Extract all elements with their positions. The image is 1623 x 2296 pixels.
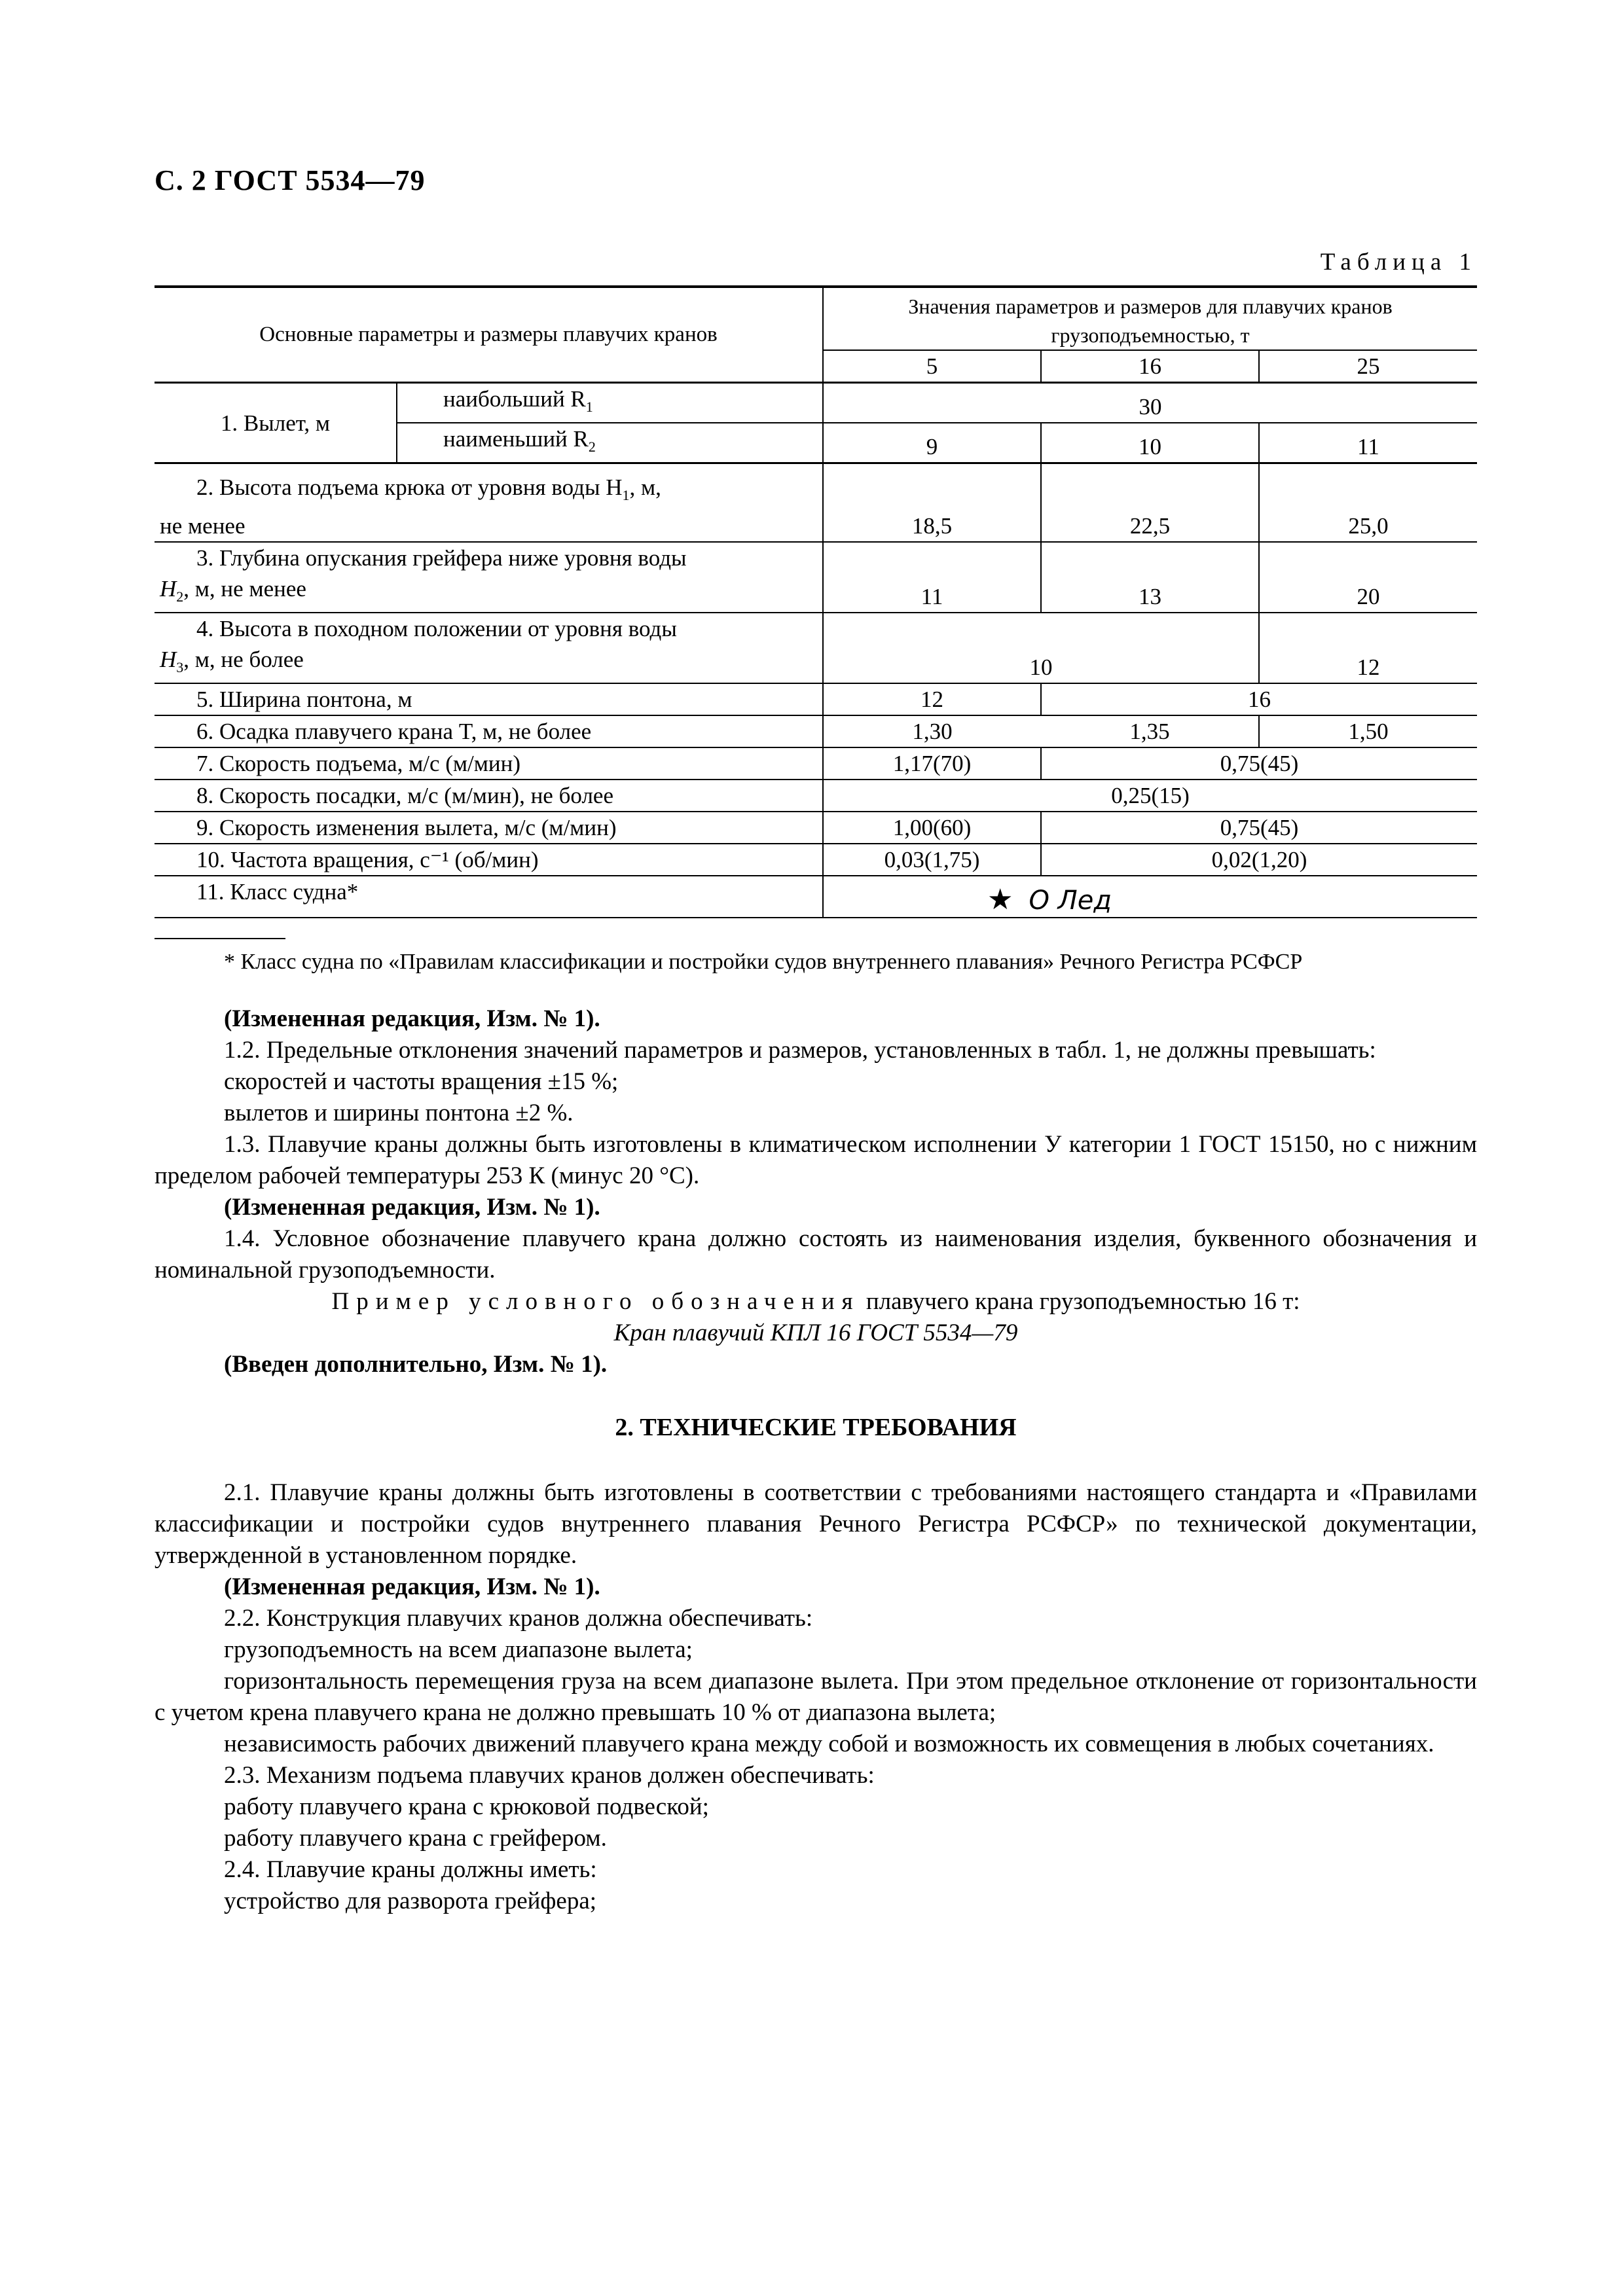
- row1-label: 1. Вылет, м: [155, 383, 397, 463]
- table-row: [155, 780, 1477, 812]
- section-title: 2. ТЕХНИЧЕСКИЕ ТРЕБОВАНИЯ: [615, 1414, 1017, 1441]
- row6-label: 6. Осадка плавучего крана T, м, не более: [155, 715, 823, 747]
- table-row: [155, 542, 1477, 613]
- row9-label: 9. Скорость изменения вылета, м/с (м/мин): [155, 812, 823, 844]
- row2-value-16: 22,5: [1041, 463, 1259, 543]
- table-row: [155, 812, 1477, 844]
- row4-value-5-16: 10: [823, 613, 1259, 683]
- row9-value-16-25: 0,75(45): [1041, 812, 1477, 844]
- row2-value-5: 18,5: [823, 463, 1041, 543]
- row1b-value-16: 10: [1041, 423, 1259, 463]
- table-row: [155, 876, 1477, 918]
- list-item: горизонтальность перемещения груза на всем диапазоне вылета. При этом предельное отклонение от горизонтальности с учетом крена плавучего крана не должно превышать 10 % от диапазона вылета;: [155, 1668, 1477, 1726]
- example-line: Пример условного обозначения плавучего крана грузоподъемностью 16 т:: [331, 1288, 1300, 1315]
- paragraph-2-3: 2.3. Механизм подъема плавучих кранов должен обеспечивать:: [224, 1762, 875, 1789]
- row7-value-16-25: 0,75(45): [1041, 747, 1477, 780]
- row1a-sub: наибольший $R_1$: [397, 383, 823, 423]
- capacity-25: 25: [1259, 350, 1477, 383]
- row6-value-5: 1,30: [823, 715, 1041, 747]
- row6-value-16: 1,35: [1041, 715, 1259, 747]
- row10-value-5: 0,03(1,75): [823, 844, 1041, 876]
- row1a-value: 30: [823, 383, 1477, 423]
- footnote-divider: [155, 938, 285, 939]
- row4-label: 4. Высота в походном положении от уровня воды $H_3$, м, не более: [155, 613, 823, 683]
- list-item: независимость рабочих движений плавучего крана между собой и возможность их совмещения в любых сочетаниях.: [224, 1731, 1434, 1757]
- paragraph-2-1: 2.1. Плавучие краны должны быть изготовлены в соответствии с требованиями настоящего стандарта и «Правилами классификации и постройки судов внутреннего плавания Речного Регистра РСФСР» по технической документации, утвержденной в установленном порядке.: [155, 1479, 1477, 1569]
- row11-label: 11. Класс судна*: [155, 876, 823, 918]
- row4-value-25: 12: [1259, 613, 1477, 683]
- amendment-note: (Введен дополнительно, Изм. № 1).: [224, 1351, 608, 1378]
- table-row: [155, 747, 1477, 780]
- amendment-note: (Измененная редакция, Изм. № 1).: [224, 1194, 600, 1221]
- row3-value-5: 11: [823, 542, 1041, 613]
- paragraph-1-3: 1.3. Плавучие краны должны быть изготовлены в климатическом исполнении У категории 1 ГОСТ 15150, но с нижним пределом рабочей температуры 253 К (минус 20 °С).: [155, 1131, 1477, 1189]
- row1b-value-25: 11: [1357, 434, 1379, 459]
- header-parameters: Основные параметры и размеры плавучих кранов: [155, 287, 823, 383]
- row9-value-5: 1,00(60): [823, 812, 1041, 844]
- table-row: [155, 844, 1477, 876]
- document-page: [155, 164, 1477, 1917]
- list-item: скоростей и частоты вращения ±15 %;: [224, 1068, 619, 1095]
- row1b-sub: наименьший $R_2$: [397, 423, 823, 463]
- header-values: Значения параметров и размеров для плавучих кранов грузоподъемностью, т: [823, 287, 1477, 350]
- row1b-value-5: 9: [823, 423, 1041, 463]
- footnote: * Класс судна по «Правилам классификации и постройки судов внутреннего плавания» Речного Регистра РСФСР: [224, 950, 1303, 974]
- table-row: [155, 383, 1477, 423]
- ice-class: О Лед: [1029, 886, 1112, 916]
- row6-value-25: 1,50: [1259, 715, 1477, 747]
- row3-value-25: 20: [1259, 542, 1477, 613]
- amendment-note: (Измененная редакция, Изм. № 1).: [224, 1573, 600, 1600]
- row3-value-16: 13: [1041, 542, 1259, 613]
- body-text: [155, 1003, 1477, 1917]
- capacity-16: 16: [1041, 350, 1259, 383]
- row7-label: 7. Скорость подъема, м/с (м/мин): [155, 747, 823, 780]
- parameters-table: [155, 285, 1477, 918]
- paragraph-2-2: 2.2. Конструкция плавучих кранов должна обеспечивать:: [224, 1605, 813, 1632]
- table-row: [155, 463, 1477, 543]
- table-caption: Таблица 1: [1320, 249, 1477, 276]
- row2-label: 2. Высота подъема крюка от уровня воды $H_1$, м, не менее: [155, 463, 823, 543]
- row2-value-25: 25,0: [1259, 463, 1477, 543]
- amendment-note: (Измененная редакция, Изм. № 1).: [224, 1005, 600, 1032]
- table-row: [155, 613, 1477, 683]
- paragraph-1-2: 1.2. Предельные отклонения значений параметров и размеров, установленных в табл. 1, не должны превышать:: [224, 1037, 1376, 1064]
- row5-label: 5. Ширина понтона, м: [155, 683, 823, 715]
- row11-value: [823, 876, 1477, 918]
- list-item: грузоподъемность на всем диапазоне вылета;: [224, 1636, 693, 1663]
- row7-value-5: 1,17(70): [823, 747, 1041, 780]
- row10-label: 10. Частота вращения, с⁻¹ (об/мин): [155, 844, 823, 876]
- list-item: устройство для разворота грейфера;: [224, 1888, 597, 1914]
- row5-value-5: 12: [823, 683, 1041, 715]
- list-item: работу плавучего крана с крюковой подвеской;: [224, 1793, 709, 1820]
- page-header: С. 2 ГОСТ 5534—79: [155, 164, 426, 196]
- table-row: [155, 683, 1477, 715]
- table-header-row: [155, 287, 1477, 350]
- example-designation: Кран плавучий КПЛ 16 ГОСТ 5534—79: [613, 1319, 1018, 1346]
- capacity-5: 5: [823, 350, 1041, 383]
- list-item: работу плавучего крана с грейфером.: [224, 1825, 607, 1852]
- row10-value-16-25: 0,02(1,20): [1041, 844, 1477, 876]
- paragraph-1-4: 1.4. Условное обозначение плавучего крана должно состоять из наименования изделия, буквенного обозначения и номинальной грузоподъемности.: [155, 1225, 1477, 1283]
- row3-label: 3. Глубина опускания грейфера ниже уровня воды $H_2$, м, не менее: [155, 542, 823, 613]
- star-icon: ★: [987, 884, 1013, 916]
- row5-value-16-25: 16: [1041, 683, 1477, 715]
- paragraph-2-4: 2.4. Плавучие краны должны иметь:: [224, 1856, 597, 1883]
- row8-value: 0,25(15): [823, 780, 1477, 812]
- row8-label: 8. Скорость посадки, м/с (м/мин), не более: [155, 780, 823, 812]
- table-row: [155, 715, 1477, 747]
- list-item: вылетов и ширины понтона ±2 %.: [224, 1100, 574, 1126]
